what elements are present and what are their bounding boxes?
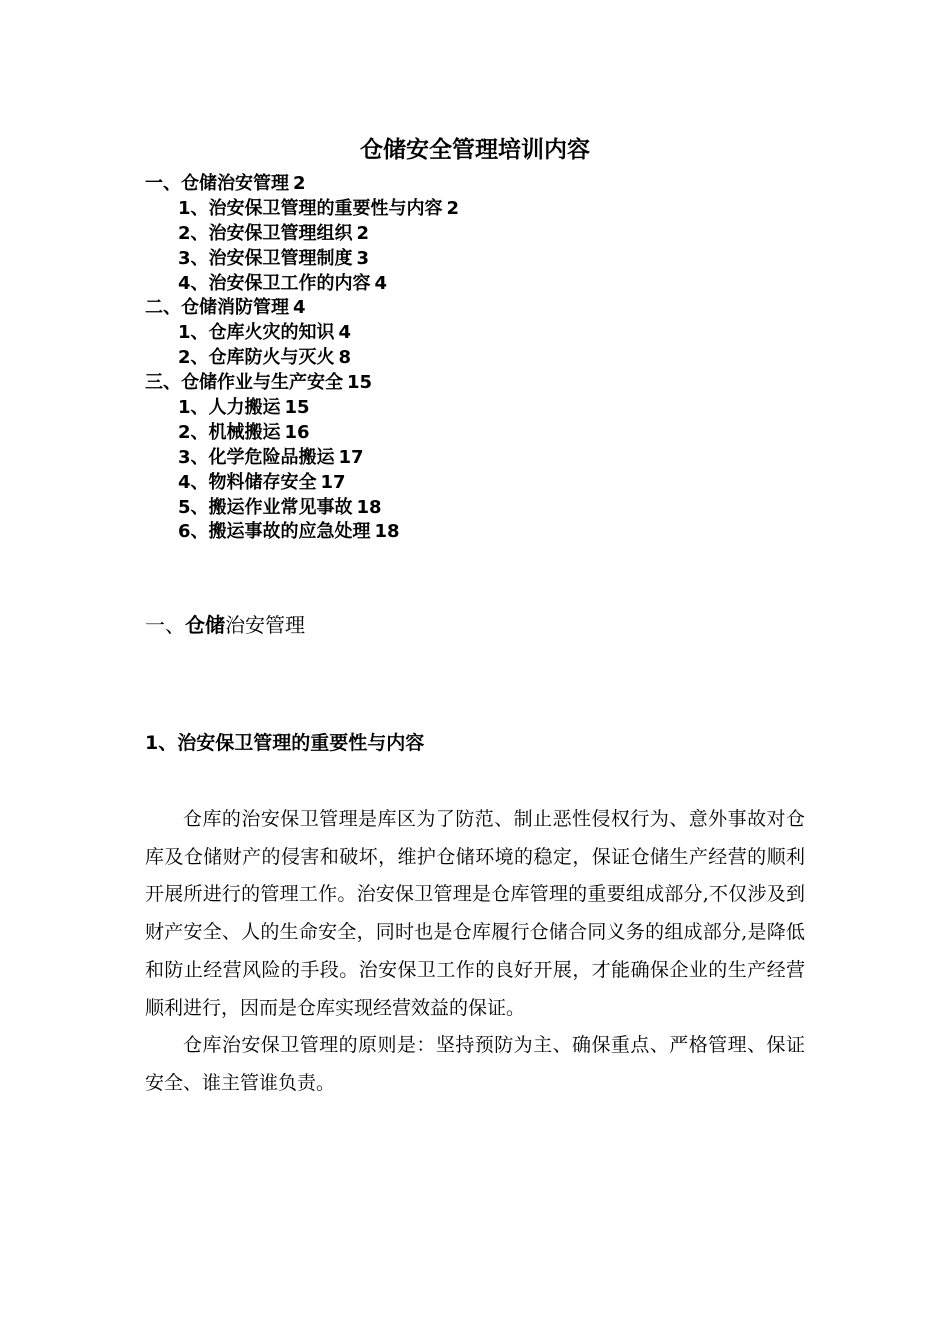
toc-entry[interactable]	[145, 222, 845, 247]
toc-entry[interactable]	[145, 172, 845, 197]
toc-entry-text: 二、仓储消防管理	[145, 297, 289, 319]
section-heading-rest: 治安管理	[225, 613, 305, 637]
section-heading	[145, 610, 305, 640]
section-heading-prefix: 一、	[145, 613, 185, 637]
toc-entry-text: 1、治安保卫管理的重要性与内容	[178, 197, 443, 219]
toc-entry[interactable]	[145, 371, 845, 396]
body-text	[145, 801, 805, 1103]
paragraph: 仓库的治安保卫管理是库区为了防范、制止恶性侵权行为、意外事故对仓库及仓储财产的侵害和破坏，维护仓储环境的稳定，保证仓储生产经营的顺利开展所进行的管理工作。治安保卫管理是仓库管理的重要组成部分,不仅涉及到财产安全、人的生命安全，同时也是仓库履行仓储合同义务的组成部分,是降低和防止经营风险的手段。治安保卫工作的良好开展，才能确保企业的生产经营顺利进行，因而是仓库实现经营效益的保证。	[145, 808, 805, 1019]
toc-entry-text: 1、仓库火灾的知识	[178, 322, 335, 344]
toc-page-number: 15	[347, 372, 373, 394]
subsection-heading: 1、治安保卫管理的重要性与内容	[145, 732, 425, 754]
toc-entry[interactable]	[145, 421, 845, 446]
toc-page-number: 2	[293, 173, 306, 194]
toc-page-number: 2	[356, 222, 370, 244]
toc-page-number: 17	[338, 446, 364, 468]
toc-page-number: 18	[356, 496, 382, 518]
toc-page-number: 17	[320, 471, 346, 493]
toc-entry-text: 6、搬运事故的应急处理	[178, 521, 371, 543]
toc-entry-text: 一、仓储治安管理	[145, 173, 289, 194]
toc-entry-text: 三、仓储作业与生产安全	[145, 372, 343, 394]
toc-entry-text: 3、化学危险品搬运	[178, 446, 335, 468]
document-title: 仓储安全管理培训内容	[360, 137, 590, 163]
table-of-contents	[145, 172, 845, 545]
toc-entry[interactable]	[145, 446, 845, 471]
toc-entry[interactable]	[145, 496, 845, 521]
toc-entry-text: 1、人力搬运	[178, 397, 281, 419]
toc-page-number: 2	[446, 197, 460, 219]
toc-entry[interactable]	[145, 272, 845, 297]
toc-entry[interactable]	[145, 396, 845, 421]
toc-entry-text: 3、治安保卫管理制度	[178, 247, 353, 269]
toc-entry[interactable]	[145, 197, 845, 222]
toc-entry-text: 2、仓库防火与灭火	[178, 347, 335, 369]
toc-page-number: 3	[356, 247, 370, 269]
toc-page-number: 4	[293, 297, 306, 319]
toc-entry[interactable]	[145, 321, 845, 346]
toc-entry[interactable]	[145, 471, 845, 496]
toc-entry[interactable]	[145, 346, 845, 371]
toc-page-number: 4	[338, 322, 352, 344]
toc-page-number: 16	[284, 421, 310, 443]
toc-entry[interactable]	[145, 247, 845, 272]
toc-page-number: 18	[374, 521, 400, 543]
toc-entry-text: 2、治安保卫管理组织	[178, 222, 353, 244]
toc-page-number: 15	[284, 397, 310, 419]
toc-entry-text: 2、机械搬运	[178, 421, 281, 443]
toc-entry-text: 4、治安保卫工作的内容	[178, 272, 371, 294]
toc-entry[interactable]	[145, 520, 845, 545]
toc-page-number: 8	[338, 347, 352, 369]
paragraph: 仓库治安保卫管理的原则是：坚持预防为主、确保重点、严格管理、保证安全、谁主管谁负责。	[145, 1034, 805, 1094]
toc-entry-text: 4、物料储存安全	[178, 471, 317, 493]
section-heading-strong: 仓储	[185, 613, 225, 637]
toc-entry[interactable]	[145, 296, 845, 321]
toc-entry-text: 5、搬运作业常见事故	[178, 496, 353, 518]
toc-page-number: 4	[374, 272, 388, 294]
